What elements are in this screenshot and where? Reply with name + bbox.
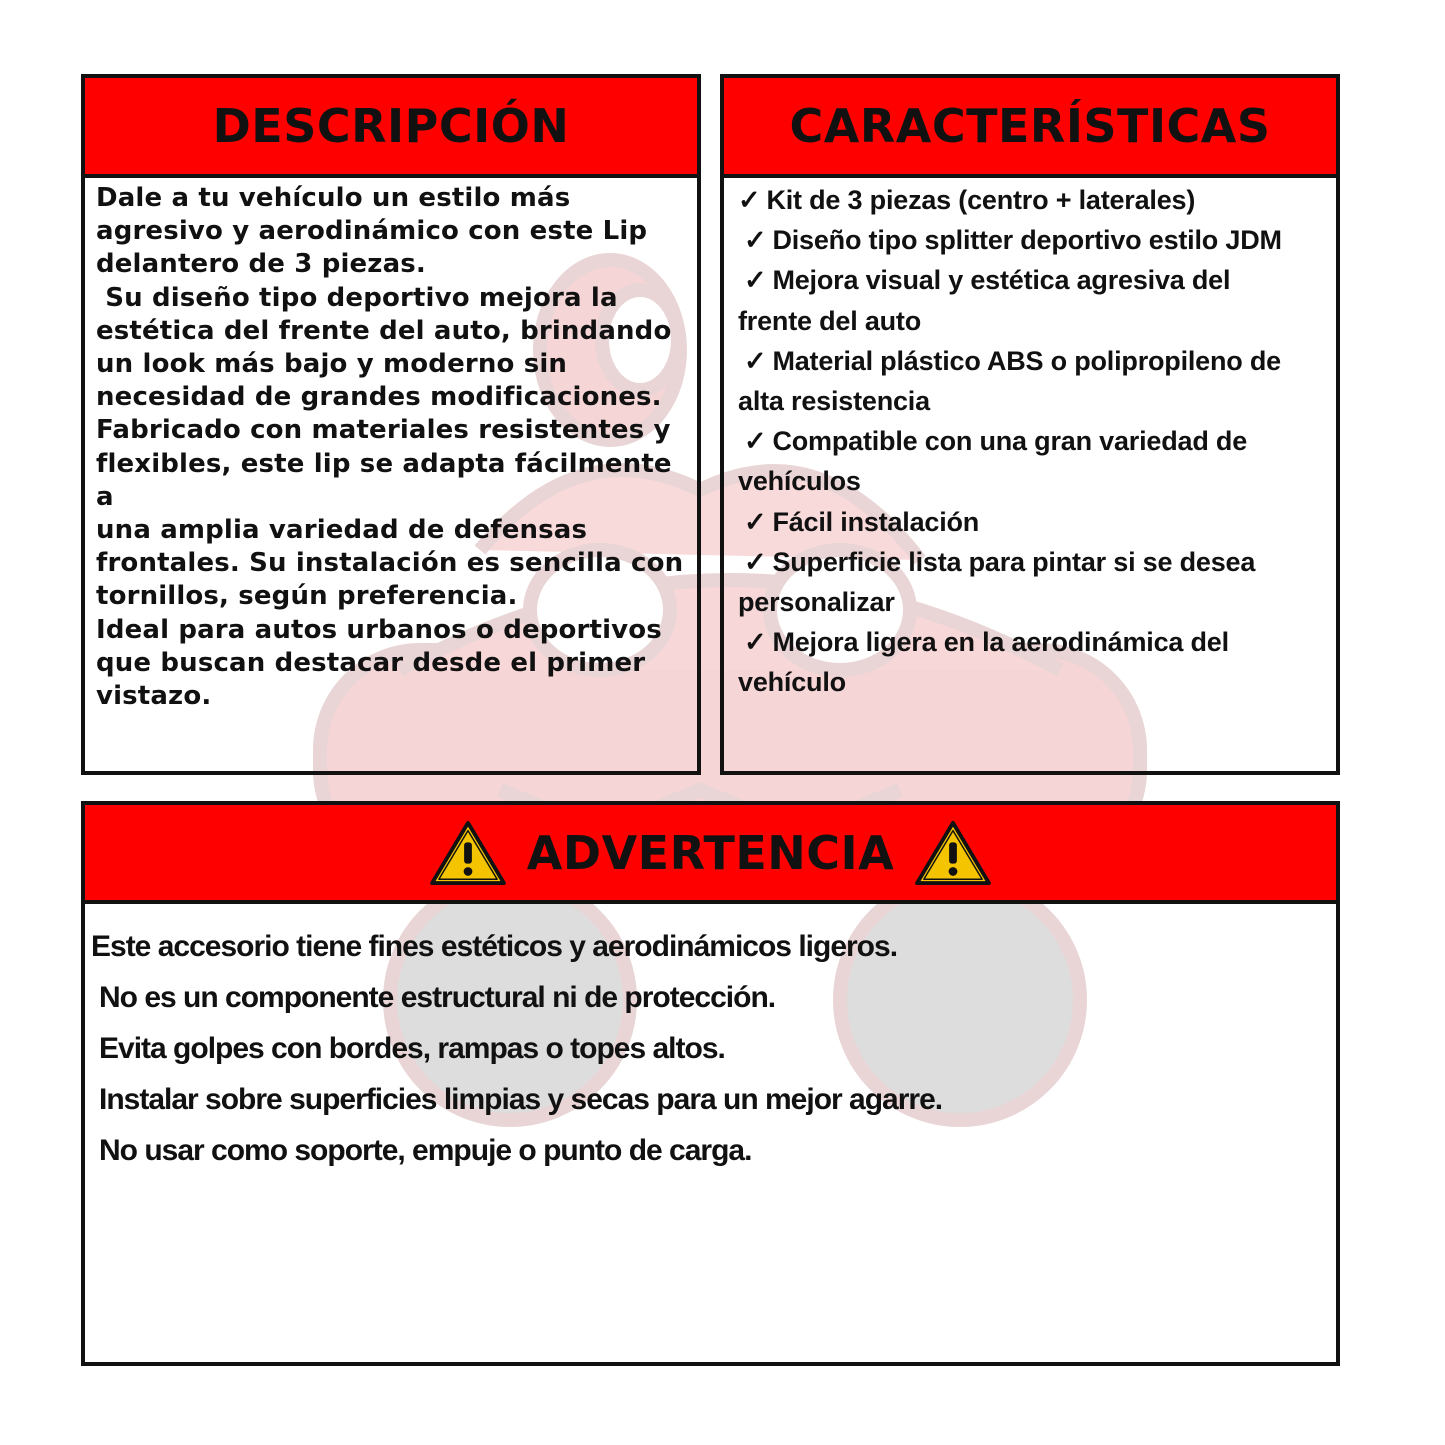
feature-item-continuation: frente del auto [738, 305, 922, 336]
warning-line: Evita golpes con bordes, rampas o topes altos. [99, 1032, 725, 1065]
warning-line: No es un componente estructural ni de protección. [99, 981, 776, 1014]
warning-panel [81, 801, 1340, 1366]
feature-item: ✓ Kit de 3 piezas (centro + laterales) [738, 185, 1196, 215]
check-icon: ✓ [738, 185, 761, 215]
features-header [724, 78, 1336, 178]
feature-item-continuation: personalizar [738, 587, 895, 618]
feature-item: ✓ Mejora ligera en la aerodinámica del [744, 627, 1229, 658]
warning-triangle-icon [914, 819, 992, 887]
feature-item-continuation: vehículos [738, 466, 861, 497]
feature-item: ✓ Material plástico ABS o polipropileno de [744, 345, 1281, 376]
feature-item-continuation: alta resistencia [738, 386, 930, 417]
features-panel [720, 74, 1340, 775]
feature-item: ✓ Diseño tipo splitter deportivo estilo JDM [744, 225, 1282, 256]
check-icon: ✓ [744, 546, 767, 577]
warning-list [85, 904, 1336, 1176]
check-icon: ✓ [744, 345, 767, 376]
description-panel [81, 74, 701, 775]
description-title: DESCRIPCIÓN [212, 99, 570, 153]
warning-line: Instalar sobre superficies limpias y secas para un mejor agarre. [99, 1083, 943, 1116]
feature-item: ✓ Fácil instalación [744, 506, 980, 537]
feature-item-continuation: vehículo [738, 667, 846, 698]
feature-item: ✓ Mejora visual y estética agresiva del [744, 265, 1231, 296]
features-list [724, 178, 1336, 703]
check-icon: ✓ [744, 627, 767, 658]
warning-title: ADVERTENCIA [526, 825, 895, 880]
warning-line: No usar como soporte, empuje o punto de carga. [99, 1134, 752, 1167]
description-header [85, 78, 697, 178]
check-icon: ✓ [744, 265, 767, 296]
check-icon: ✓ [744, 426, 767, 457]
feature-item: ✓ Compatible con una gran variedad de [744, 426, 1248, 457]
warning-line: Este accesorio tiene fines estéticos y aerodinámicos ligeros. [91, 930, 898, 963]
features-title: CARACTERÍSTICAS [789, 99, 1271, 153]
feature-item: ✓ Superficie lista para pintar si se desea [744, 546, 1256, 577]
check-icon: ✓ [744, 225, 767, 256]
warning-triangle-icon [429, 819, 507, 887]
check-icon: ✓ [744, 506, 767, 537]
warning-header [85, 805, 1336, 904]
description-text: Dale a tu vehículo un estilo más agresivo y aerodinámico con este Lip delantero de 3 piezas. Su diseño tipo deportivo mejora la estética del frente del auto, brindando un look más bajo y moderno sin necesidad de grandes modificaciones. Fabricado con materiales resistentes y flexibles, este lip se adapta fácilmente a una amplia variedad de defensas frontales. Su instalación es sencilla con tornillos, según preferencia. Ideal para autos urbanos o deportivos que buscan destacar desde el primer vistazo. [96, 183, 684, 712]
